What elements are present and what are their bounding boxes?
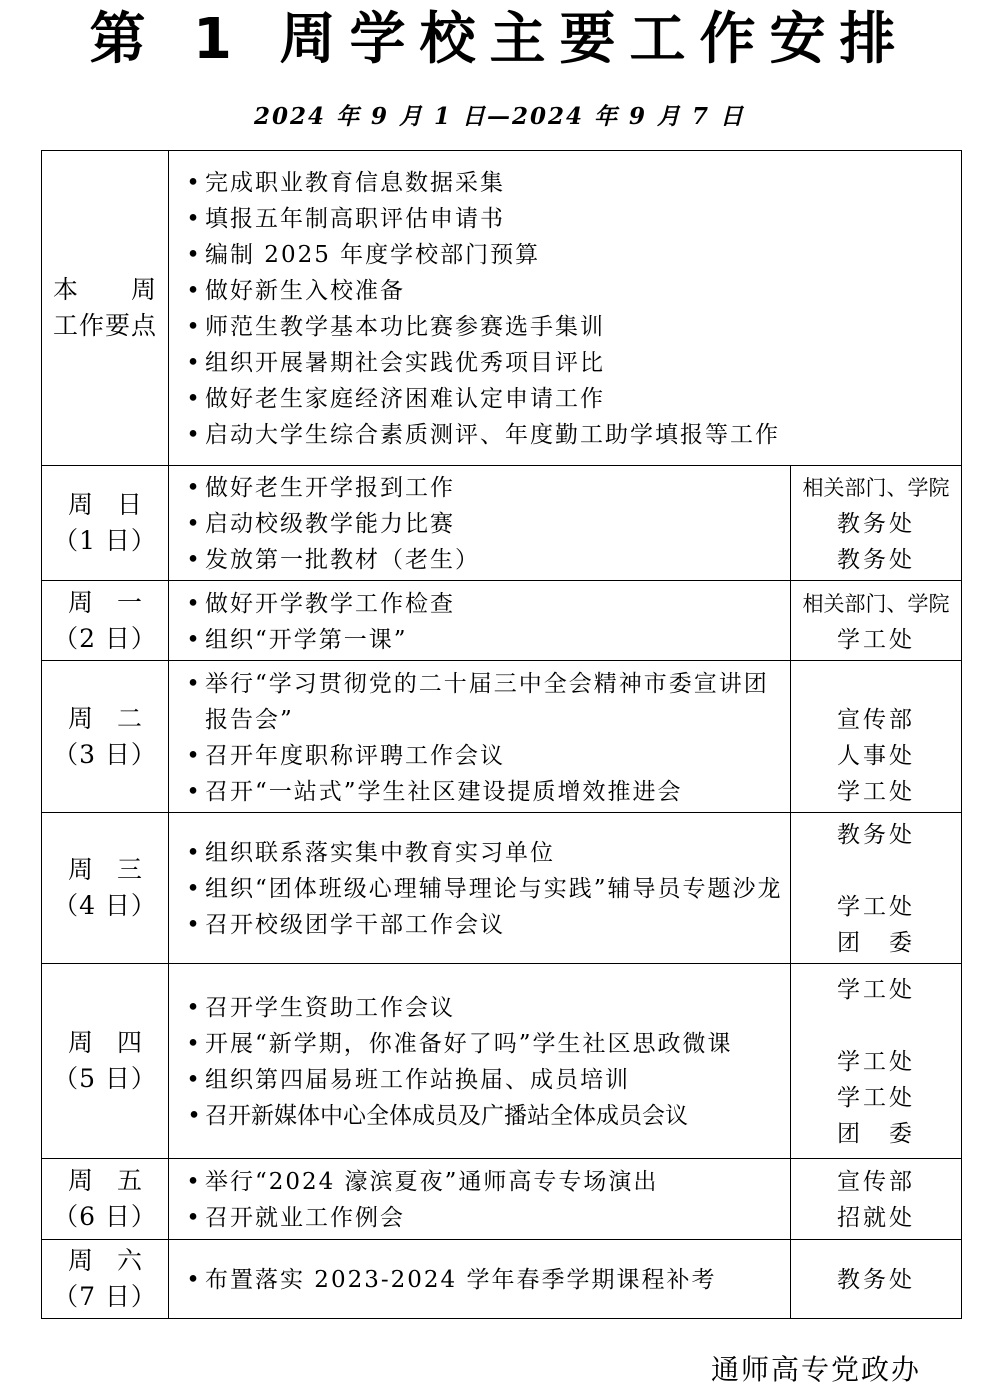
date-range: 2024 年 9 月 1 日—2024 年 9 月 7 日 xyxy=(253,103,746,130)
task-item: • 启动校级教学能力比赛 xyxy=(183,506,784,542)
task-item: • 召开校级团学干部工作会议 xyxy=(183,907,784,943)
issuer-signature: 通师高专党政办 xyxy=(710,1353,921,1386)
day-label xyxy=(42,1159,169,1240)
responsible-dept xyxy=(791,666,961,702)
bullet-icon: • xyxy=(186,547,202,573)
day-row-sunday xyxy=(42,466,962,581)
bullet-icon: • xyxy=(187,1103,201,1129)
bullet-icon: • xyxy=(186,350,202,376)
day-date: （4 日） xyxy=(53,891,157,920)
day-name: 周六 xyxy=(67,1246,166,1275)
bullet-icon: • xyxy=(186,475,202,501)
day-row-wednesday xyxy=(42,813,962,964)
day-items xyxy=(169,661,791,813)
bullet-icon: • xyxy=(186,1205,202,1231)
page-title: 第 1 周学校主要工作安排 xyxy=(89,7,910,72)
task-item: • 组织“开学第一课” xyxy=(183,622,784,658)
key-point-item: • 填报五年制高职评估申请书 xyxy=(183,201,955,237)
bullet-icon: • xyxy=(186,170,202,196)
day-name: 周日 xyxy=(67,490,166,519)
day-label xyxy=(42,581,169,661)
day-depts xyxy=(791,1159,962,1240)
key-point-item: • 启动大学生综合素质测评、年度勤工助学填报等工作 xyxy=(183,417,955,453)
task-item: • 举行“2024 濠滨夏夜”通师高专专场演出 xyxy=(183,1164,784,1200)
responsible-dept: 教务处 xyxy=(837,511,915,537)
day-name: 周五 xyxy=(67,1166,166,1195)
day-name: 周四 xyxy=(67,1028,166,1057)
responsible-dept xyxy=(791,1008,961,1044)
responsible-dept: 团 委 xyxy=(837,930,915,956)
responsible-dept: 宣传部 xyxy=(837,706,915,733)
key-points-label-line1: 本 周 xyxy=(52,275,157,304)
task-item: • 组织第四届易班工作站换届、成员培训 xyxy=(183,1062,784,1098)
responsible-dept: 学工处 xyxy=(837,1049,915,1075)
day-date: （7 日） xyxy=(53,1282,157,1311)
bullet-icon: • xyxy=(186,742,202,769)
key-points-label-line2: 工作要点 xyxy=(52,311,157,340)
task-item: • 布置落实 2023-2024 学年春季学期课程补考 xyxy=(183,1262,784,1298)
task-item: • 开展“新学期，你准备好了吗”学生社区思政微课 xyxy=(183,1026,784,1062)
responsible-dept: 团 委 xyxy=(837,1121,915,1147)
task-item: • 做好老生开学报到工作 xyxy=(183,470,784,506)
bullet-icon: • xyxy=(186,995,202,1021)
bullet-icon: • xyxy=(186,626,202,653)
bullet-icon: • xyxy=(186,1031,202,1057)
day-row-saturday xyxy=(42,1240,962,1319)
responsible-dept: 相关部门、学院 xyxy=(802,476,950,500)
bullet-icon: • xyxy=(186,876,202,902)
day-name: 周一 xyxy=(67,587,166,617)
task-item: • 举行“学习贯彻党的二十届三中全会精神市委宣讲团报告会” xyxy=(183,666,784,738)
responsible-dept: 教务处 xyxy=(837,822,915,848)
day-depts xyxy=(791,813,962,964)
task-item: • 召开学生资助工作会议 xyxy=(183,990,784,1026)
bullet-icon: • xyxy=(186,511,202,537)
bullet-icon: • xyxy=(186,314,202,340)
day-date: （6 日） xyxy=(53,1202,157,1231)
day-depts xyxy=(791,466,962,581)
task-item: • 组织联系落实集中教育实习单位 xyxy=(183,835,784,871)
day-label xyxy=(42,813,169,964)
day-label xyxy=(42,466,169,581)
day-date: （3 日） xyxy=(53,739,157,769)
key-point-item: • 组织开展暑期社会实践优秀项目评比 xyxy=(183,345,955,381)
bullet-icon: • xyxy=(186,242,202,268)
day-label xyxy=(42,661,169,813)
key-point-item: • 做好老生家庭经济困难认定申请工作 xyxy=(183,381,955,417)
bullet-icon: • xyxy=(186,278,202,304)
day-depts xyxy=(791,661,962,813)
bullet-icon: • xyxy=(186,422,202,448)
day-items xyxy=(169,964,791,1159)
day-name: 周二 xyxy=(67,703,166,733)
bullet-icon: • xyxy=(186,1267,202,1293)
bullet-icon: • xyxy=(186,670,202,697)
bullet-icon: • xyxy=(186,1169,202,1195)
key-point-item: • 编制 2025 年度学校部门预算 xyxy=(183,237,955,273)
day-name: 周三 xyxy=(67,855,166,884)
responsible-dept: 教务处 xyxy=(837,547,915,573)
day-items xyxy=(169,1240,791,1319)
responsible-dept: 宣传部 xyxy=(837,1169,915,1195)
key-points-items xyxy=(169,151,962,466)
responsible-dept: 学工处 xyxy=(837,626,915,653)
day-date: （1 日） xyxy=(53,526,157,555)
key-point-item: • 完成职业教育信息数据采集 xyxy=(183,165,955,201)
schedule-table xyxy=(41,150,962,1319)
responsible-dept xyxy=(791,853,961,889)
day-items xyxy=(169,1159,791,1240)
bullet-icon: • xyxy=(186,206,202,232)
task-item: • 召开“一站式”学生社区建设提质增效推进会 xyxy=(183,774,784,810)
bullet-icon: • xyxy=(186,778,202,805)
task-item: • 做好开学教学工作检查 xyxy=(183,586,784,622)
task-item: • 组织“团体班级心理辅导理论与实践”辅导员专题沙龙 xyxy=(183,871,784,907)
responsible-dept: 人事处 xyxy=(837,742,915,769)
key-point-item: • 做好新生入校准备 xyxy=(183,273,955,309)
responsible-dept: 教务处 xyxy=(837,1267,915,1293)
responsible-dept: 学工处 xyxy=(837,977,915,1003)
day-items xyxy=(169,466,791,581)
key-points-row xyxy=(42,151,962,466)
day-label xyxy=(42,1240,169,1319)
bullet-icon: • xyxy=(186,590,202,617)
day-label xyxy=(42,964,169,1159)
day-depts xyxy=(791,581,962,661)
key-point-item: • 师范生教学基本功比赛参赛选手集训 xyxy=(183,309,955,345)
day-items xyxy=(169,581,791,661)
task-item: • 召开新媒体中心全体成员及广播站全体成员会议 xyxy=(183,1098,784,1134)
day-row-friday xyxy=(42,1159,962,1240)
bullet-icon: • xyxy=(186,840,202,866)
responsible-dept: 学工处 xyxy=(837,1085,915,1111)
bullet-icon: • xyxy=(186,1067,202,1093)
bullet-icon: • xyxy=(186,912,202,938)
day-depts xyxy=(791,964,962,1159)
key-points-label xyxy=(42,151,169,466)
day-row-tuesday xyxy=(42,661,962,813)
day-date: （5 日） xyxy=(53,1064,157,1093)
day-date: （2 日） xyxy=(53,623,157,653)
day-row-monday xyxy=(42,581,962,661)
responsible-dept: 相关部门、学院 xyxy=(802,591,950,616)
day-row-thursday xyxy=(42,964,962,1159)
day-items xyxy=(169,813,791,964)
task-item: • 召开年度职称评聘工作会议 xyxy=(183,738,784,774)
responsible-dept: 学工处 xyxy=(837,778,915,805)
day-depts xyxy=(791,1240,962,1319)
responsible-dept: 招就处 xyxy=(837,1205,915,1231)
bullet-icon: • xyxy=(186,386,202,412)
task-item: • 召开就业工作例会 xyxy=(183,1200,784,1236)
responsible-dept: 学工处 xyxy=(837,894,915,920)
task-item: • 发放第一批教材（老生） xyxy=(183,542,784,578)
